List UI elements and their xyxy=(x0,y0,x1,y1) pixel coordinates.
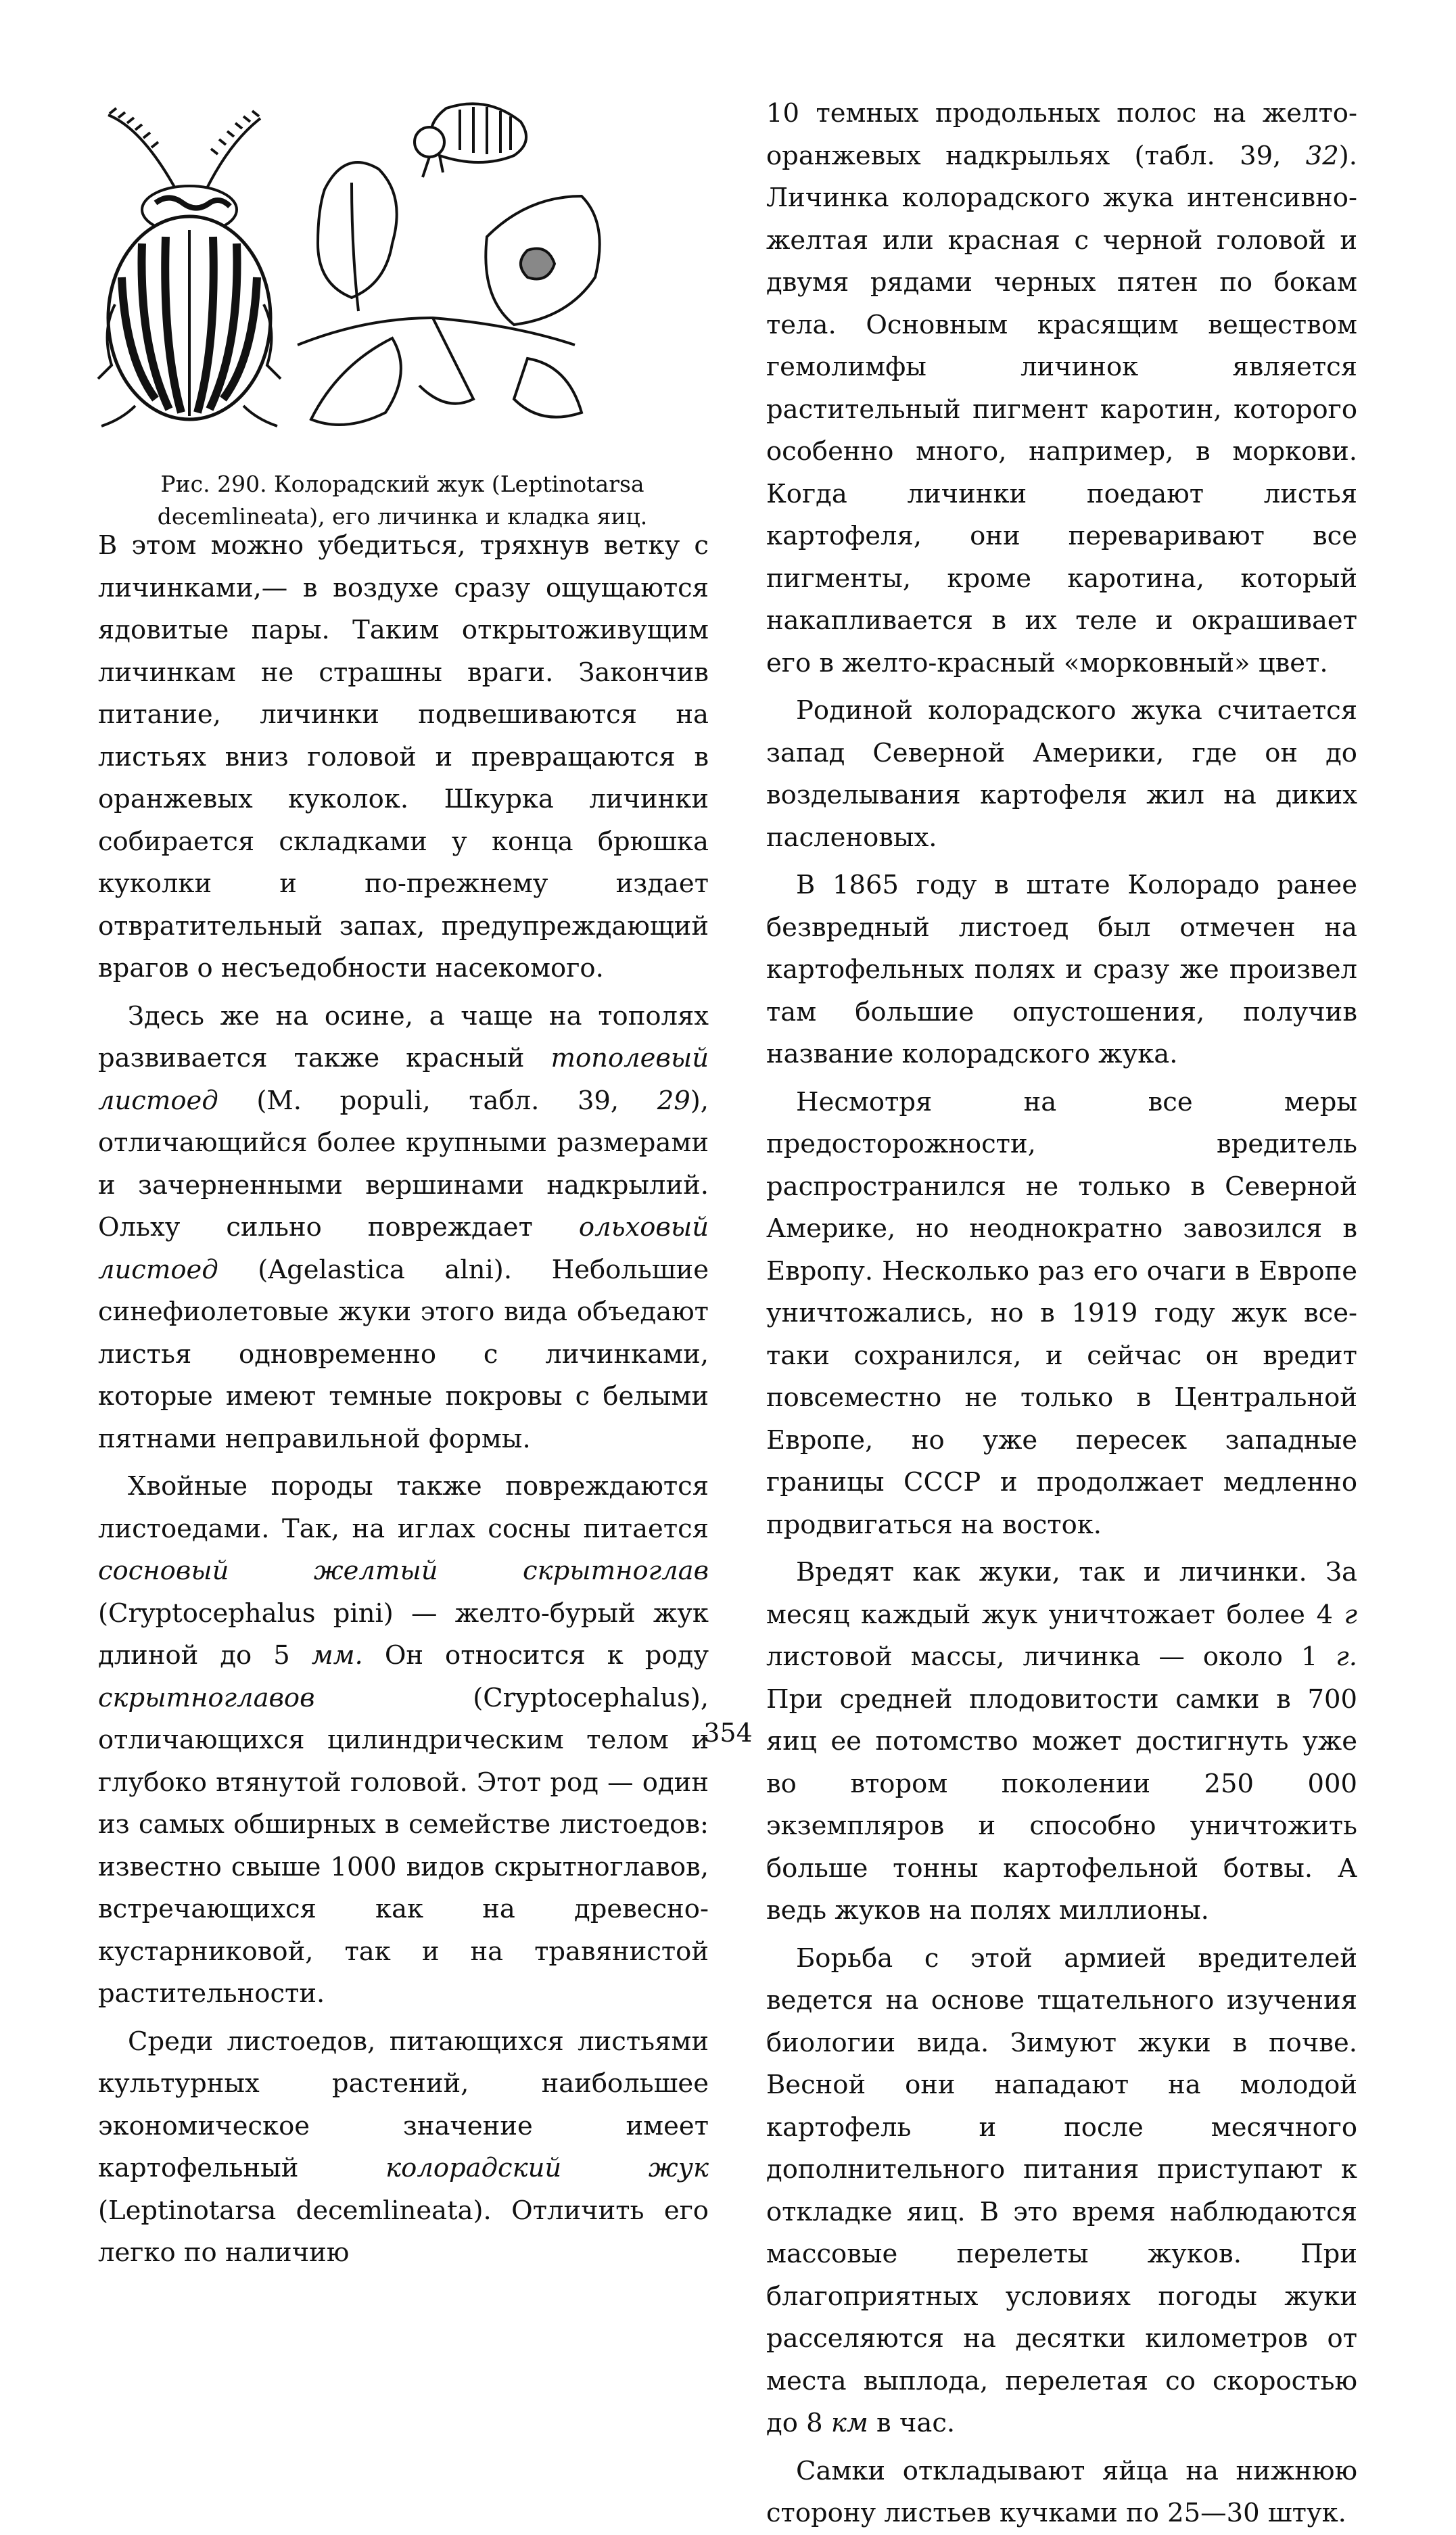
paragraph: Самки откладывают яйца на нижнюю сторону листьев кучками по 25—30 штук. xyxy=(766,2455,1357,2528)
beetle-antennae xyxy=(108,108,260,189)
paragraph: 10 темных продольных полос на желто-оранжевых надкрыльях (табл. 39, 32). Личинка колорадского жука интенсивно-желтая или красная с черной головой и двумя рядами черных пятен по бокам тела. Основным красящим веществом гемолимфы личинок является растительный пигмент каротин, которого особенно много, например, в моркови. Когда личинки поедают листья картофеля, они переваривают все пигменты, кроме каротина, который накапливается в их теле и окрашивает его в желто-красный «морковный» цвет. xyxy=(766,98,1357,678)
paragraph: Несмотря на все меры предосторожности, вредитель распространился не только в Северной Америке, но неоднократно завозился в Европу. Несколько раз его очаги в Европе уничтожались, но в 1919 году жук все-таки сохранился, и сейчас он вредит повсеместно не только в Центральной Европе, но уже пересек западные границы СССР и продолжает медленно продвигаться на восток. xyxy=(766,1086,1357,1540)
paragraph: Хвойные породы также повреждаются листоедами. Так, на иглах сосны питается сосновый желтый скрытноглав (Cryptocephalus pini) — желто-бурый жук длиной до 5 мм. Он относится к роду скрытноглавов (Cryptocephalus), отличающихся цилиндрическим телом и глубоко втянутой головой. Этот род — один из самых обширных в семействе листоедов: известно свыше 1000 видов скрытноглавов, встречающихся как на древесно-кустарниковой, так и на травянистой растительности. xyxy=(98,1471,709,2009)
beetle xyxy=(98,186,281,426)
paragraph: Родиной колорадского жука считается запад Северной Америки, где он до возделывания картофеля жил на диких пасленовых. xyxy=(766,695,1357,853)
right-column xyxy=(766,93,1357,2535)
colorado-beetle-illustration xyxy=(95,101,697,440)
paragraph: Здесь же на осине, а чаще на тополях развивается также красный тополевый листоед (M. populi, табл. 39, 29), отличающийся более крупными размерами и зачерненными вершинами надкрылий. Ольху сильно повреждает ольховый листоед (Agelastica alni). Небольшие синефиолетовые жуки этого вида объедают листья одновременно с личинками, которые имеют темные покровы с белыми пятнами неправильной формы. xyxy=(98,1000,709,1454)
paragraph: Среди листоедов, питающихся листьями культурных растений, наибольшее экономическое значение имеет картофельный колорадский жук (Leptinotarsa decemlineata). Отличить его легко по наличию xyxy=(98,2026,709,2268)
paragraph: Вредят как жуки, так и личинки. За месяц каждый жук уничтожает более 4 г листовой массы, личинка — около 1 г. При средней плодовитости самки в 700 яиц ее потомство может достигнуть уже во втором поколении 250 000 экземпляров и способно уничтожить больше тонны картофельной ботвы. А ведь жуков на полях миллионы. xyxy=(766,1557,1357,1926)
potato-leaves xyxy=(298,162,600,425)
paragraph: В этом можно убедиться, тряхнув ветку с личинками,— в воздухе сразу ощущаются ядовитые пары. Таким открытоживущим личинкам не страшны враги. Закончив питание, личинки подвешиваются на листьях вниз головой и превращаются в оранжевых куколок. Шкурка личинки собирается складками у конца брюшка куколки и по-прежнему издает отвратительный запах, предупреждающий врагов о несъедобности насекомого. xyxy=(98,530,709,983)
paragraph: В 1865 году в штате Колорадо ранее безвредный листоед был отмечен на картофельных полях и сразу же произвел там большие опустошения, получив название колорадского жука. xyxy=(766,870,1357,1069)
larva xyxy=(415,103,526,177)
left-column xyxy=(98,525,709,2275)
paragraph: Борьба с этой армией вредителей ведется на основе тщательного изучения биологии вида. Зимуют жуки в почве. Весной они нападают на молодой картофель и после месячного дополнительного питания приступают к откладке яиц. В это время наблюдаются массовые перелеты жуков. При благоприятных условиях погоды жуки расселяются на десятки километров от места выплода, перелетая со скоростью до 8 км в час. xyxy=(766,1943,1357,2438)
page-number: 354 xyxy=(703,1718,753,1748)
figure-caption: Рис. 290. Колорадский жук (Leptinotarsa decemlineata), его личинка и кладка яиц. xyxy=(157,471,648,530)
